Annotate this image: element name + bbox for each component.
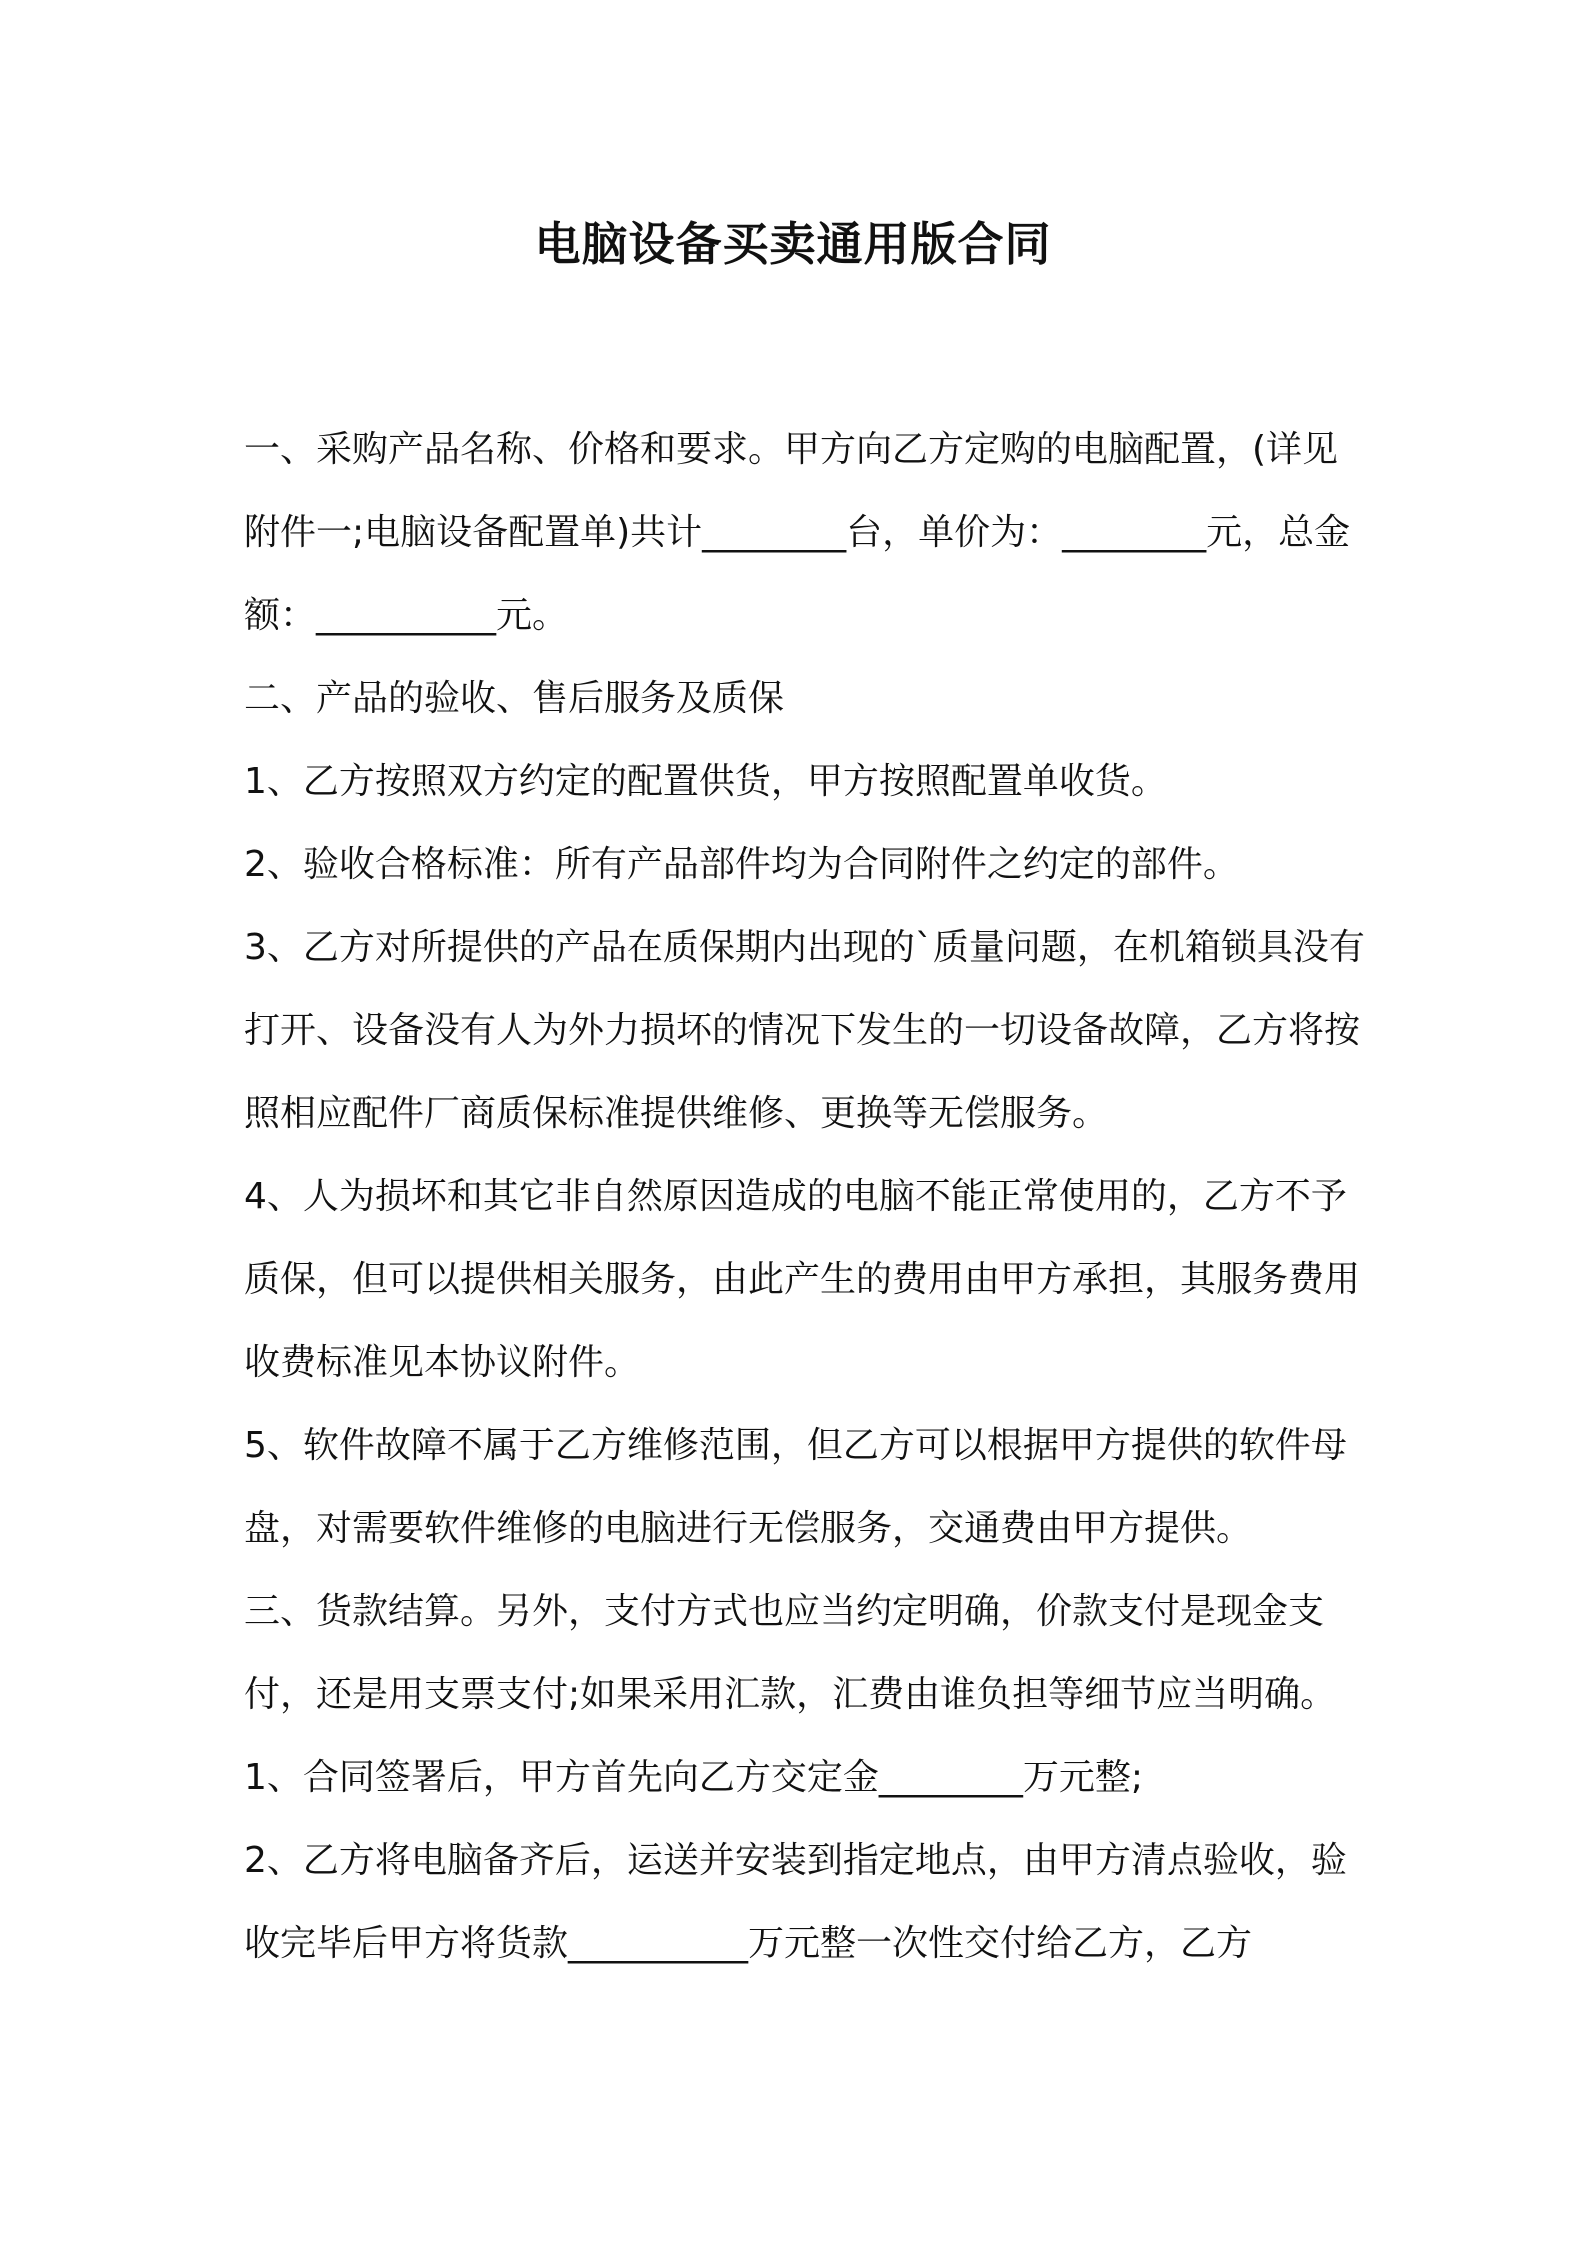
- document-title: 电脑设备买卖通用版合同: [534, 217, 1052, 271]
- paragraph-clause-4: 4、人为损坏和其它非自然原因造成的电脑不能正常使用的，乙方不予质保，但可以提供相关服务，由此产生的费用由甲方承担，其服务费用收费标准见本协议附件。: [244, 1176, 1361, 1383]
- paragraph-clause-1: 1、乙方按照双方约定的配置供货，甲方按照配置单收货。: [244, 761, 1167, 802]
- paragraph-payment-1: 1、合同签署后，甲方首先向乙方交定金________万元整;: [244, 1757, 1144, 1798]
- paragraph-procurement: 一、采购产品名称、价格和要求。甲方向乙方定购的电脑配置，(详见附件一;电脑设备配置单)共计________台，单价为：________元，总金额：__________元。: [244, 429, 1351, 636]
- document-body: [244, 408, 1374, 1985]
- paragraph-clause-5: 5、软件故障不属于乙方维修范围，但乙方可以根据甲方提供的软件母盘，对需要软件维修的电脑进行无偿服务，交通费由甲方提供。: [244, 1425, 1347, 1549]
- heading-payment: 三、货款结算。另外，支付方式也应当约定明确，价款支付是现金支付，还是用支票支付;如果采用汇款，汇费由谁负担等细节应当明确。: [244, 1591, 1337, 1715]
- heading-acceptance: 二、产品的验收、售后服务及质保: [244, 678, 785, 719]
- paragraph-payment-2: 2、乙方将电脑备齐后，运送并安装到指定地点，由甲方清点验收，验收完毕后甲方将货款__________万元整一次性交付给乙方，乙方: [244, 1840, 1347, 1964]
- paragraph-clause-3: 3、乙方对所提供的产品在质保期内出现的`质量问题，在机箱锁具没有打开、设备没有人为外力损坏的情况下发生的一切设备故障，乙方将按照相应配件厂商质保标准提供维修、更换等无偿服务。: [244, 927, 1365, 1134]
- paragraph-clause-2: 2、验收合格标准：所有产品部件均为合同附件之约定的部件。: [244, 844, 1239, 885]
